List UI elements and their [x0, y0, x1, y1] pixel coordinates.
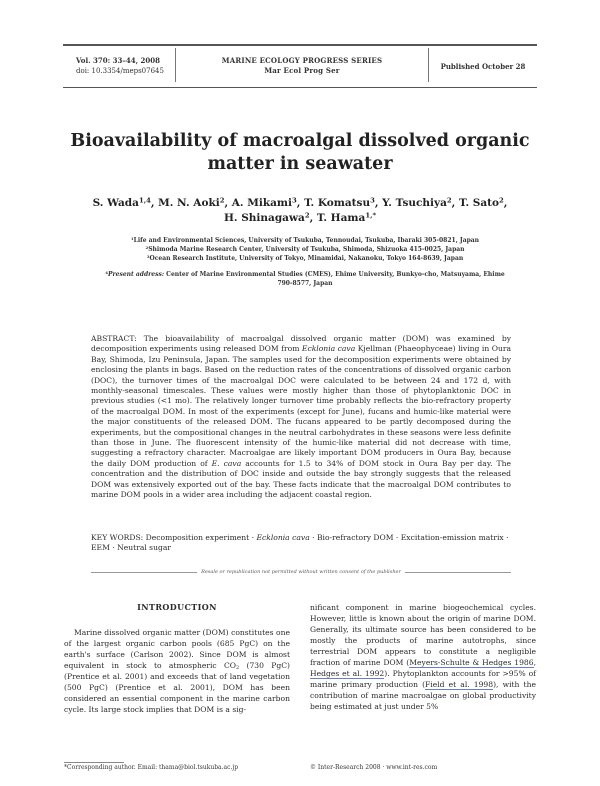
journal-name: MARINE ECOLOGY PROGRESS SERIES [221, 56, 383, 65]
species-name: E. cava [211, 458, 242, 468]
header-top-rule [63, 44, 537, 46]
title-line: Bioavailability of macroalgal dissolved organic [70, 131, 530, 151]
affiliation: $^2$Shimoda Marine Research Center, University of Tsukuba, Shimoda, Shizuoka 415-0025, Japan [145, 245, 465, 253]
volume-info: Vol. 370: 33–44, 2008 [76, 56, 160, 65]
present-address-label: Present address: [107, 271, 165, 278]
body-column-right [310, 602, 536, 712]
citation-link[interactable]: Meyers-Schulte & Hedges 1986 [409, 658, 534, 667]
author: T. Hama [316, 212, 366, 224]
header-volume-block [76, 56, 172, 76]
publication-date: Published October 28 [440, 62, 526, 71]
author-affil-marker: 1,* [365, 211, 377, 220]
author-affil-marker: 3 [292, 196, 297, 205]
author: S. Wada [92, 197, 139, 209]
author-affil-marker: 2 [499, 196, 504, 205]
author-affil-marker: 1,4 [138, 196, 151, 205]
author-affil-marker: 2 [446, 196, 452, 205]
species-name: Ecklonia cava [301, 344, 356, 354]
author-list: S. Wada$^{1,4}$, M. N. Aoki$^2$, A. Mikami$^3$, T. Komatsu$^3$, Y. Tsuchiya$^2$, T. Sato$^2$, H. Shinagawa$^2$, T. Hama$^{1,*}$ [92, 196, 508, 224]
keywords-label: KEY WORDS: [91, 533, 144, 542]
footnote-rule [64, 762, 124, 763]
paragraph: Marine dissolved organic matter (DOM) constitutes one of the largest organic carbon pools (685 PgC) on the earth's surface (Carlson 2002). Since DOM is almost equivalent in stock to atmospheric $CO_2$ (730 PgC) (Prentice et al. 2001) and exceeds that of land vegetation (500 PgC) (Prentice et al. 2001), DOM has been considered an essential component in the marine carbon cycle. Its large stock implies that DOM is a sig- [64, 628, 290, 714]
header-divider [428, 48, 429, 82]
title-line: matter in seawater [207, 154, 393, 174]
author: T. Komatsu [304, 197, 371, 209]
author-affil-marker: 2 [219, 196, 225, 205]
author: A. Mikami [231, 197, 293, 209]
affiliation: $^1$Life and Environmental Sciences, University of Tsukuba, Tennoudai, Tsukuba, Ibaraki 305-0821, Japan [130, 236, 480, 244]
corresponding-author: *Corresponding author. Email: thama@biol.tsukuba.ac.jp [64, 764, 239, 771]
affiliation: $^3$Ocean Research Institute, University of Tokyo, Minamidai, Nakanoku, Tokyo 164-8639, Japan [146, 254, 464, 262]
author: T. Sato [458, 197, 499, 209]
paragraph: nificant component in marine biogeochemical cycles. However, little is known about the origin of marine DOM. Generally, its ultimate source has been considered to be mostly the products of marine autotrophs, since terrestrial DOM appears to constitute a negligible fraction of marine DOM (Meyers-Schulte & Hedges 1986, Hedges et al. 1992). Phytoplankton accounts for >95% of marine primary production (Field et al. 1998), with the contribution of marine macroalgae on global productivity being estimated at just under 5% [310, 603, 536, 711]
citation-link[interactable]: Field et al. 1998 [425, 680, 494, 689]
author: Y. Tsuchiya [382, 197, 447, 209]
copyright: © Inter-Research 2008 · www.int-res.com [310, 764, 438, 771]
author: H. Shinagawa [223, 212, 305, 224]
author-affil-marker: 2 [304, 211, 310, 220]
journal-abbrev: Mar Ecol Prog Ser [264, 66, 340, 75]
republication-notice [91, 567, 511, 577]
citation-link[interactable]: Hedges et al. 1992 [310, 669, 385, 678]
affiliations [95, 236, 515, 263]
doi[interactable]: doi: 10.3354/meps07645 [76, 67, 164, 75]
article-title [60, 130, 540, 176]
abstract: ABSTRACT: The bioavailability of macroalgal dissolved organic matter (DOM) was examined by decomposition experiments using released DOM from Ecklonia cava Kjellman (Phaeophyceae) living in Oura Bay, Shimoda, Izu Peninsula, Japan. The samples used for the decomposition experiments were obtained by enclosing the plants in bags. Based on the reduction rates of the concentrations of dissolved organic carbon (DOC), the turnover times of the macroalgal DOC were calculated to be between 24 and 172 d, with monthly-seasonal timescales. These values were mostly higher than those of phytoplanktonic DOC in previous studies (<1 mo). The relatively longer turnover time probably reflects the bio-refractory property of the macroalgal DOM. In most of the experiments (except for June), fucans and humic-like material were the major constituents of the released DOM. The fucans appeared to be partly decomposed during the experiments, but the compositional changes in the neutral carbohydrates in these seasons were less definite than those in June. The fluorescent intensity of the humic-like material did not decrease with time, suggesting a refractory character. Macroalgae are likely important DOM producers in Oura Bay, because the daily DOM production of E. cava accounts for 1.5 to 34% of DOM stock in Oura Bay per day. The concentration and the distribution of DOC inside and outside the bay strongly suggests that the released DOM was extensively exported out of the bay. These facts indicate that the macroalgal DOM contributes to marine DOM pools in a wider area including the adjacent coastal region. [91, 334, 512, 500]
author: M. N. Aoki [158, 197, 220, 209]
header-bottom-rule [63, 87, 537, 88]
species-name: Ecklonia cava [256, 533, 310, 542]
present-address: $^4$Present address: Center of Marine Environmental Studies (CMES), Ehime University, Bunkyo-cho, Matsuyama, Ehime 790-8577, Japan [105, 270, 505, 287]
keywords: KEY WORDS: Decomposition experiment · Ecklonia cava · Bio-refractory DOM · Excitation-emission matrix · EEM · Neutral sugar [91, 533, 509, 553]
section-heading: INTRODUCTION [137, 602, 217, 612]
author-affil-marker: 3 [370, 196, 375, 205]
republication-notice-text: Resale or republication not permitted without written consent of the publisher [197, 567, 405, 577]
body-column-left [64, 602, 290, 715]
header-journal-block [176, 56, 428, 76]
